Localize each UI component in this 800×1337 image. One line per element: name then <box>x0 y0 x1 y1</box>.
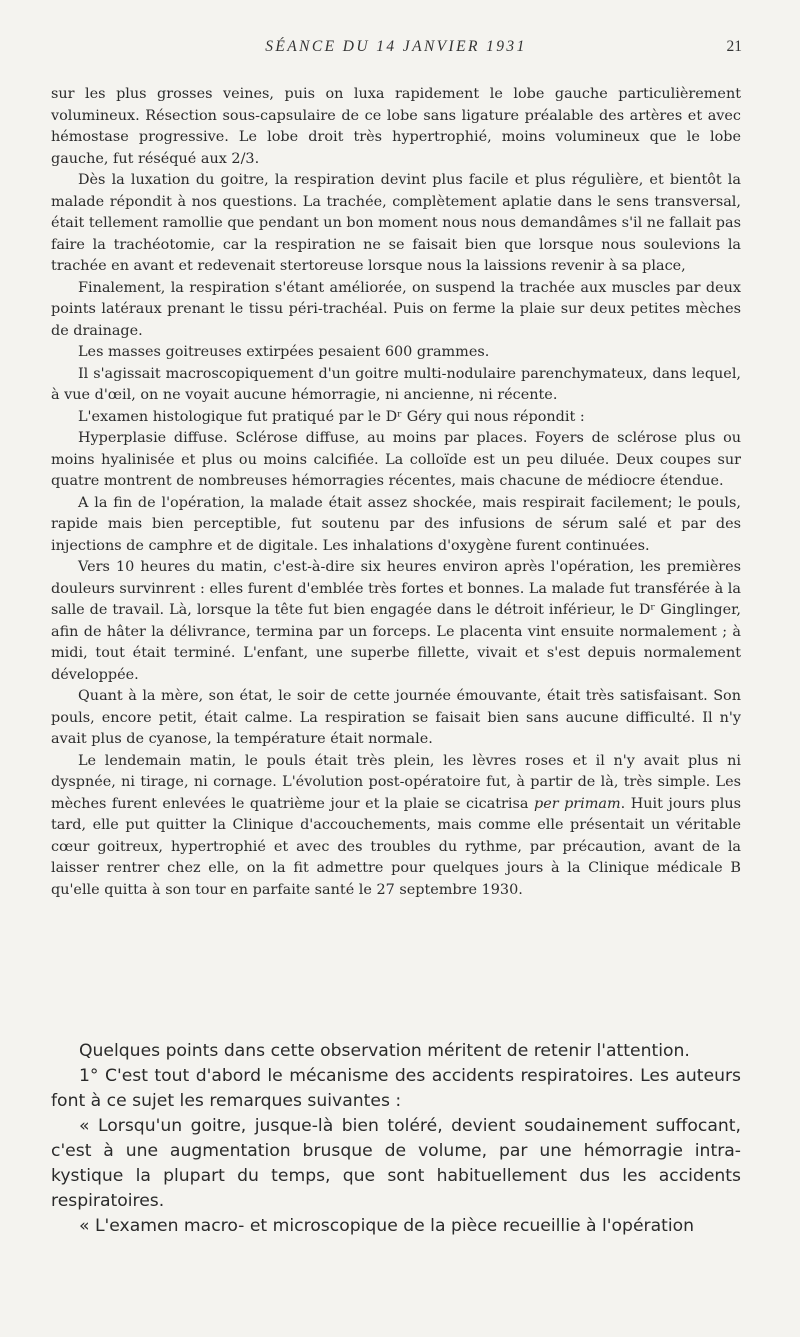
paragraph-10: Quant à la mère, son état, le soir de cette journée émouvante, était très satisfaisant. Son pouls, encore petit, était calme. La respiration se faisait bien sans aucune difficulté. Il n'y avait plus de cyanose, la température était normale. <box>51 688 741 747</box>
large-paragraph-3: « Lorsqu'un goitre, jusque-là bien toléré, devient soudainement suffocant, c'est à une augmentation brusque de volume, par une hémorragie intra-kystique la plupart du temps, que sont habituellement dus les accidents respiratoires. <box>51 1116 741 1211</box>
paragraph-7: Hyperplasie diffuse. Sclérose diffuse, au moins par places. Foyers de sclérose plus ou moins hyalinisée et plus ou moins calcifiée. La colloïde est un peu diluée. Deux coupes sur quatre montrent de nombreuses hémorragies récentes, mais chacune de médiocre étendue. <box>51 430 741 489</box>
running-title: SÉANCE DU 14 JANVIER 1931 <box>265 38 527 55</box>
latin-phrase: per primam <box>533 795 621 812</box>
paragraph-6: L'examen histologique fut pratiqué par le Dʳ Géry qui nous répondit : <box>78 408 585 425</box>
paragraph-11 <box>51 751 741 902</box>
paragraph-9: Vers 10 heures du matin, c'est-à-dire six heures environ après l'opération, les premières douleurs survinrent : elles furent d'emblée très fortes et bonnes. La malade fut transférée à la salle de travail. Là, lorsque la tête fut bien engagée dans le détroit inférieur, le Dʳ Ginglinger, afin de hâter la délivrance, termina par un forceps. Le placenta vint ensuite normalement ; à midi, tout était terminé. L'enfant, une superbe fillette, vivait et s'est depuis normalement développée. <box>51 559 741 683</box>
large-paragraph-2: 1° C'est tout d'abord le mécanisme des accidents respiratoires. Les auteurs font à ce sujet les remarques suivantes : <box>51 1066 741 1111</box>
paragraph-2: Dès la luxation du goitre, la respiration devint plus facile et plus régulière, et bientôt la malade répondit à nos questions. La trachée, complètement aplatie dans le sens transversal, était tellement ramollie que pendant un bon moment nous nous demandâmes s'il ne fallait pas faire la trachéotomie, car la respiration ne se faisait bien que lorsque nous soulevions la trachée en avant et redevenait stertoreuse lorsque nous la laissions revenir à sa place, <box>51 172 741 274</box>
body-text-small <box>51 84 741 901</box>
paragraph-11-part-b: . Huit jours plus tard, elle put quitter la Clinique d'accouchements, mais comme elle présentait un véritable cœur goitreux, hypertrophié et avec des troubles du rythme, par précaution, avant de la laisser rentrer chez elle, on la fit admettre pour quelques jours à la Clinique médicale B qu'elle quitta à son tour en parfaite santé le 27 septembre 1930. <box>51 795 741 898</box>
paragraph-4: Les masses goitreuses extirpées pesaient 600 grammes. <box>78 344 490 360</box>
paragraph-8: A la fin de l'opération, la malade était assez shockée, mais respirait facilement; le pouls, rapide mais bien perceptible, fut soutenu par des infusions de sérum salé et par des injections de camphre et de digitale. Les inhalations d'oxygène furent continuées. <box>51 494 741 554</box>
page-header <box>50 38 742 60</box>
paragraph-1: sur les plus grosses veines, puis on luxa rapidement le lobe gauche particulièrement volumineux. Résection sous-capsulaire de ce lobe sans ligature préalable des artères et avec hémostase progressive. Le lobe droit très hypertrophié, moins volumineux que le lobe gauche, fut réséqué aux 2/3. <box>51 86 741 167</box>
body-text-large <box>51 1039 741 1239</box>
paragraph-5: Il s'agissait macroscopiquement d'un goitre multi-nodulaire parenchymateux, dans lequel, à vue d'œil, on ne voyait aucune hémorragie, ni ancienne, ni récente. <box>51 365 741 403</box>
paragraph-3: Finalement, la respiration s'étant améliorée, on suspend la trachée aux muscles par deux points latéraux prenant le tissu péri-trachéal. Puis on ferme la plaie sur deux petites mèches de drainage. <box>51 279 741 339</box>
paragraph-11-part-a: Le lendemain matin, le pouls était très plein, les lèvres roses et il n'y avait plus ni dyspnée, ni tirage, ni cornage. L'évolution post-opératoire fut, à partir de là, très simple. Les mèches furent enlevées le quatrième jour et la plaie se cicatrisa <box>51 752 741 812</box>
page-number: 21 <box>726 38 742 55</box>
large-paragraph-4: « L'examen macro- et microscopique de la pièce recueillie à l'opération <box>79 1216 695 1236</box>
large-paragraph-1: Quelques points dans cette observation méritent de retenir l'attention. <box>79 1041 690 1061</box>
